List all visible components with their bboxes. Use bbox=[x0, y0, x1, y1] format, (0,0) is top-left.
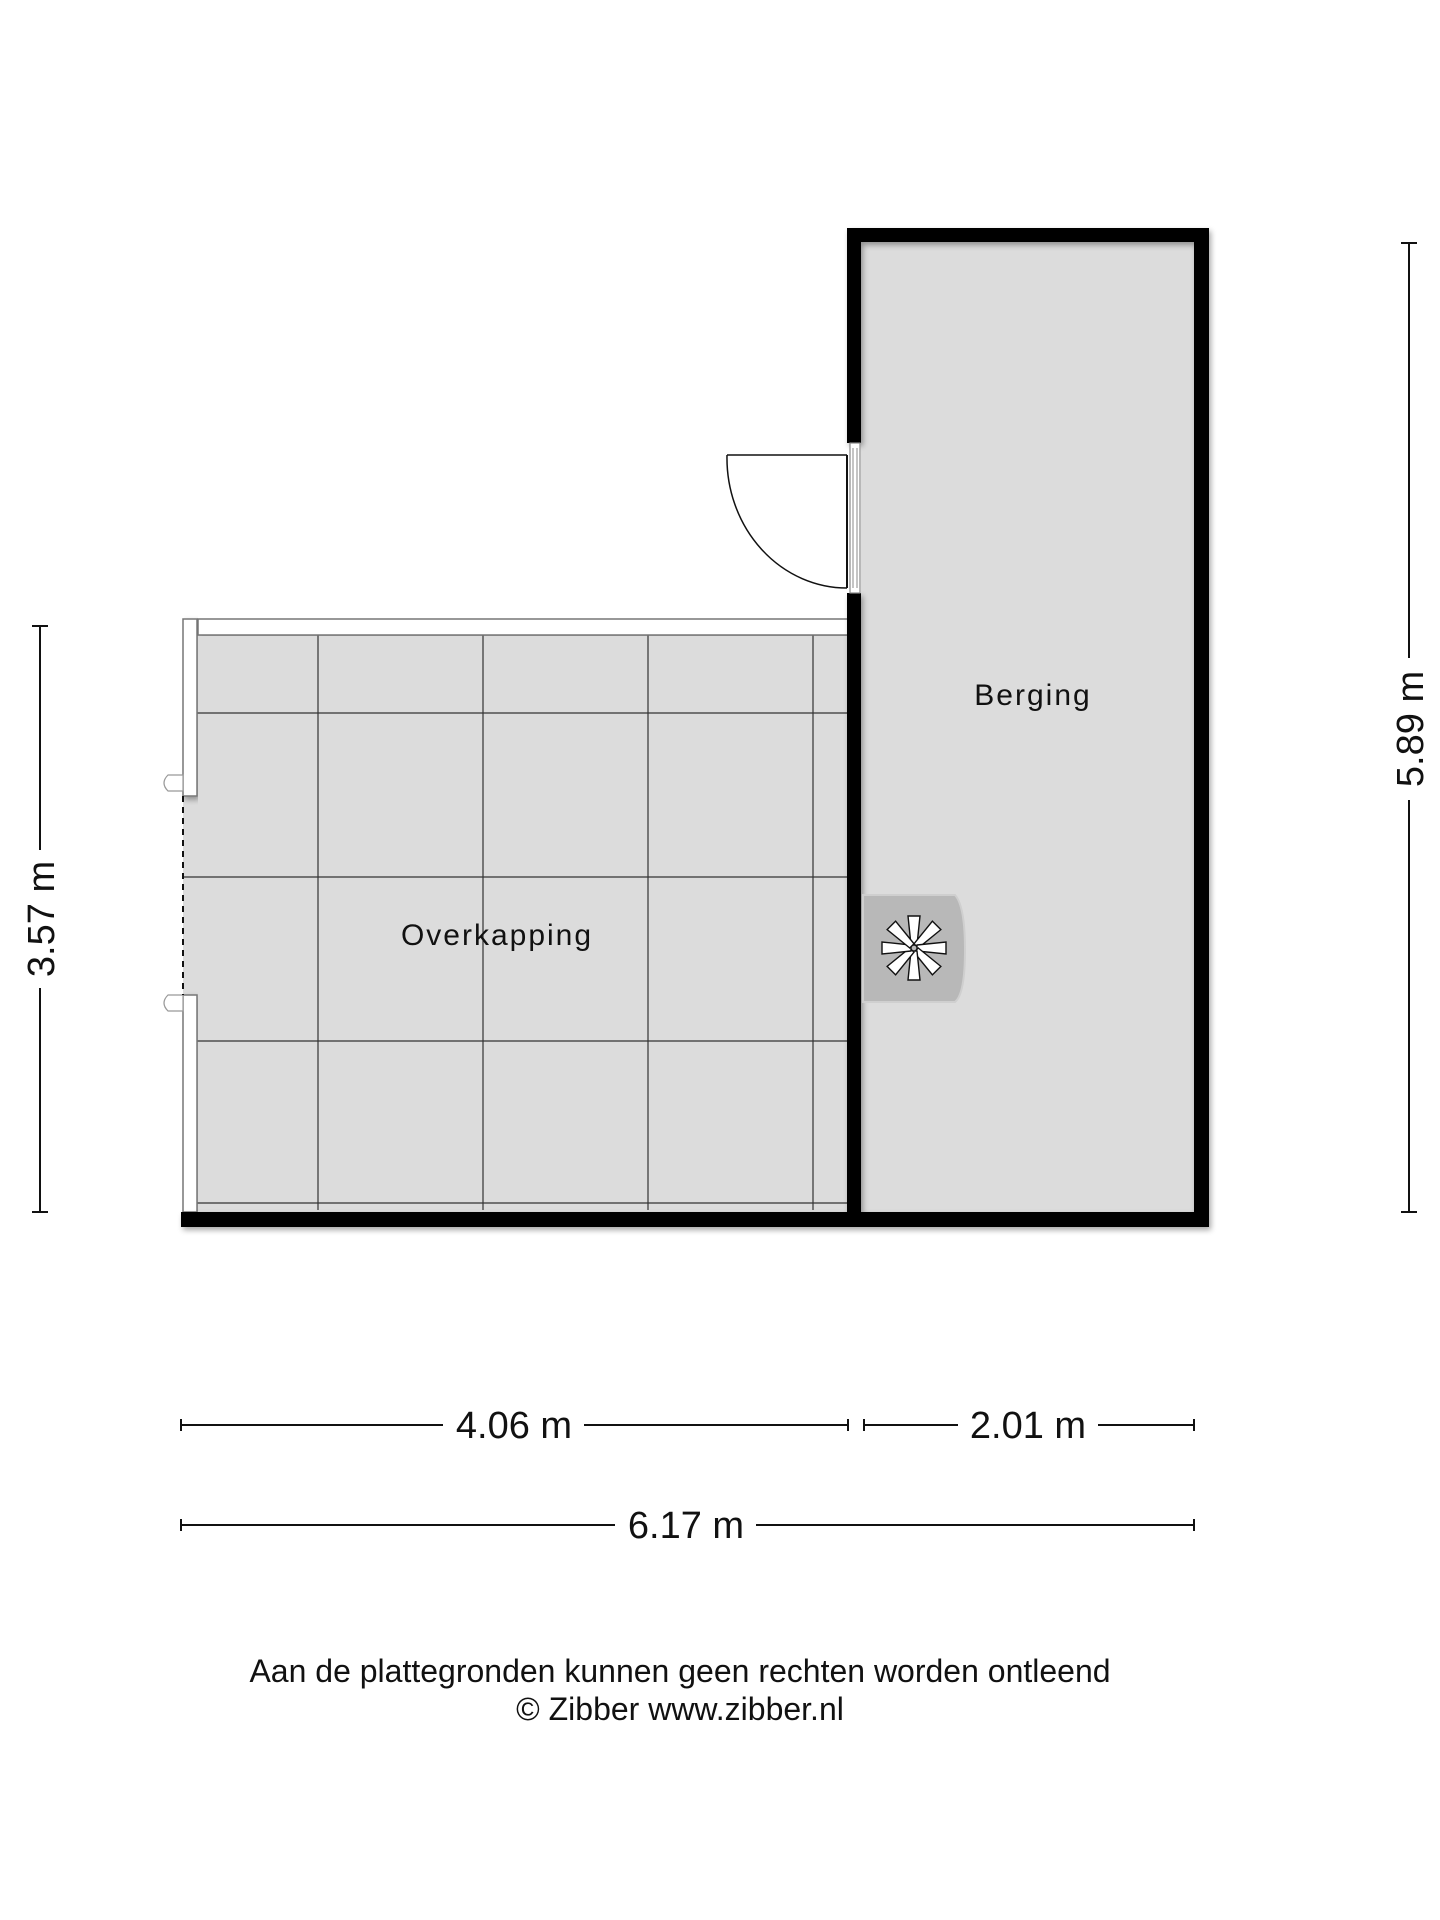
disclaimer-text: Aan de plattegronden kunnen geen rechten worden ontleend bbox=[249, 1653, 1111, 1689]
post-knob-top bbox=[164, 775, 183, 791]
copyright-text: © Zibber www.zibber.nl bbox=[516, 1691, 844, 1727]
overkapping-top-beam bbox=[198, 619, 848, 635]
post-knob-bottom bbox=[164, 995, 183, 1011]
room-label-berging: Berging bbox=[974, 679, 1092, 712]
door bbox=[727, 443, 860, 593]
left-wall-lower bbox=[183, 995, 197, 1212]
berging-floor bbox=[861, 242, 1194, 1212]
dimension-label-berging-width: 2.01 m bbox=[969, 1405, 1087, 1447]
dimension-label-overkapping-height: 3.57 m bbox=[21, 860, 63, 978]
dimension-label-berging-height: 5.89 m bbox=[1390, 670, 1432, 788]
fan-icon bbox=[863, 895, 965, 1002]
left-wall-upper bbox=[183, 619, 197, 796]
door-swing-arc bbox=[727, 455, 847, 588]
room-label-overkapping: Overkapping bbox=[400, 919, 594, 952]
dimension-label-overkapping-width: 4.06 m bbox=[455, 1405, 573, 1447]
dimension-label-total-width: 6.17 m bbox=[627, 1505, 745, 1547]
